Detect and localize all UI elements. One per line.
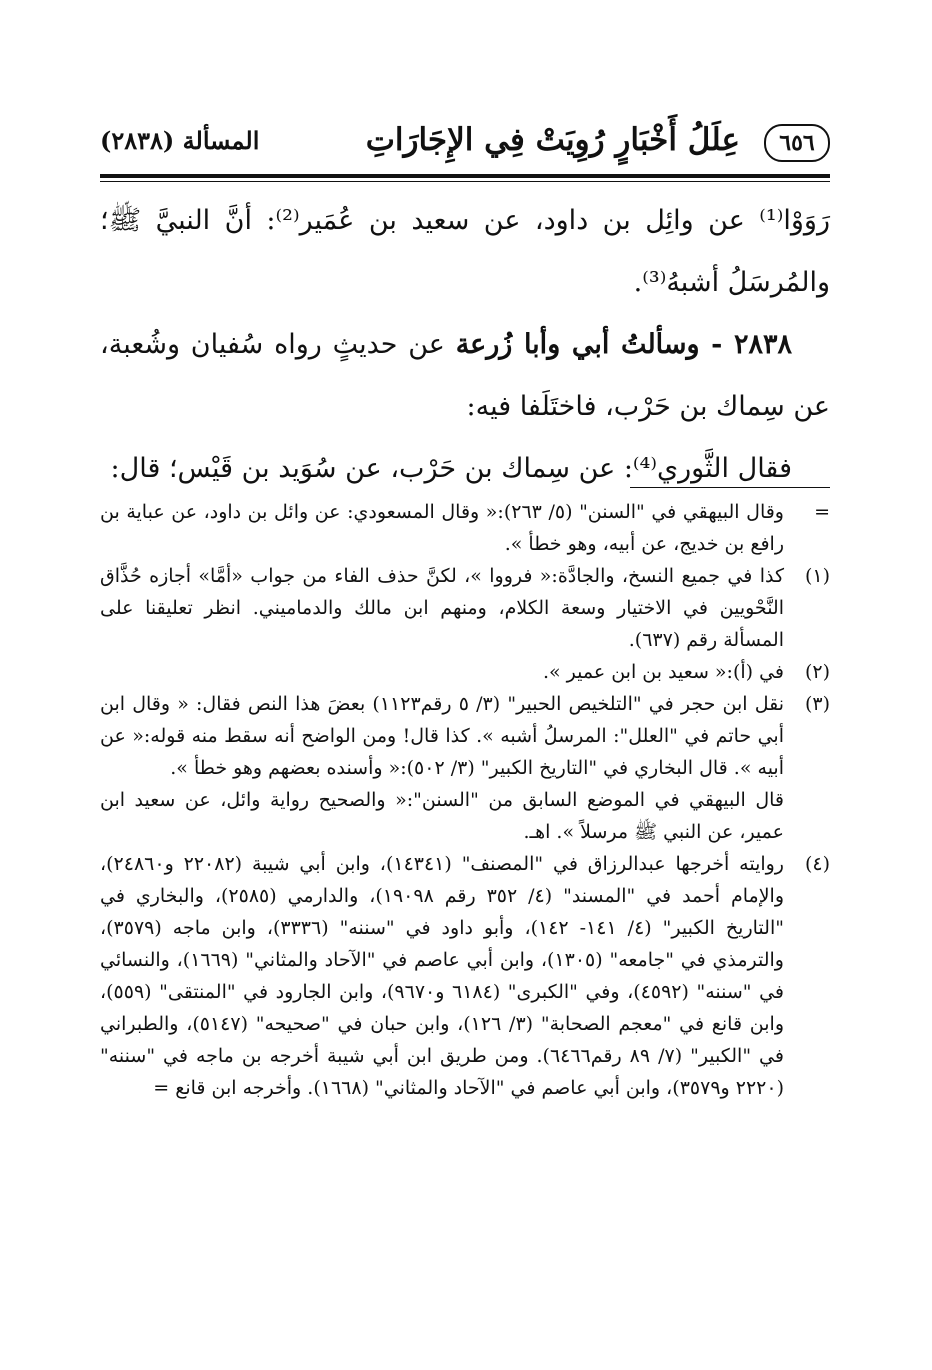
footnote-item <box>100 688 830 784</box>
footnote-separator <box>630 487 830 488</box>
footnote-mark: = <box>814 501 830 523</box>
footnote-mark: (٤) <box>804 853 830 875</box>
page-number: ٦٥٦ <box>764 124 830 162</box>
footnote-mark: (٢) <box>804 661 830 683</box>
footnote-item <box>100 848 830 1104</box>
header-rule-thick <box>100 174 830 178</box>
main-paragraph-1: رَوَوْا⁽¹⁾ عن وائِل بن داود، عن سعيد بن عُمَير⁽²⁾: أنَّ النبيَّ ﷺ؛ والمُرسَلُ أشبهُ⁽³⁾. <box>100 205 830 298</box>
question-text: عن حديثٍ رواه سُفيان وشُعبة، عن سِماك بن حَرْب، فاختَلَفا فيه: <box>100 329 830 422</box>
footnote-item <box>100 496 830 560</box>
footnote-mark: (٣) <box>804 693 830 715</box>
footnote-item <box>100 560 830 656</box>
main-paragraph-3: فقال الثَّوري⁽⁴⁾: عن سِماك بن حَرْب، عن سُوَيد بن قَيْس؛ قال: <box>110 453 792 484</box>
footnote-item <box>100 656 830 688</box>
footnote-mark: (١) <box>804 565 830 587</box>
footnotes <box>100 496 830 1104</box>
masala-number: المسألة (٢٨٣٨) <box>100 126 260 155</box>
page-header <box>100 118 830 174</box>
main-text <box>100 190 830 500</box>
header-rule-thin <box>100 181 830 182</box>
question-heading: ٢٨٣٨ - وسألتُ أبي وأبا زُرعة <box>455 329 792 360</box>
footnote-text: نقل ابن حجر في "التلخيص الحبير" (٣/ ٥ رقم١١٢٣) بعضَ هذا النص فقال: « وقال ابن أبي حاتم في "العلل": المرسلُ أشبه ». كذا قال! ومن الواضح أنه سقط منه قوله:« عن أبيه ». قال البخاري في "التاريخ الكبير" (٣/ ٥٠٢):« وأسنده بعضهم وهو خطأ ». <box>100 693 784 779</box>
footnote-text: كذا في جميع النسخ، والجادَّة:« فرووا »، لكنَّ حذف الفاء من جواب «أمَّا» أجازه حُذَّاق النَّحْويين في الاختيار وسعة الكلام، ومنهم ابن مالك والدماميني. انظر تعليقنا على المسألة رقم (٦٣٧). <box>100 565 784 651</box>
footnote-text: وقال البيهقي في "السنن" (٥/ ٢٦٣):« وقال المسعودي: عن وائل بن داود، عن عباية بن رافع بن خديج، عن أبيه، وهو خطأ ». <box>100 501 784 555</box>
footnote-continuation: قال البيهقي في الموضع السابق من "السنن":« والصحيح رواية وائل، عن سعيد ابن عمير، عن النبي ﷺ مرسلاً ». اهـ. <box>100 789 784 843</box>
main-paragraph-2 <box>100 314 830 438</box>
footnote-text: في (أ):« سعيد بن ابن عمير ». <box>542 661 784 683</box>
book-title: عِلَلُ أَخْبَارٍ رُوِيَتْ فِي الإِجَارَاتِ <box>365 122 740 158</box>
footnote-text: روايته أخرجها عبدالرزاق في "المصنف" (١٤٣٤١)، وابن أبي شيبة (٢٢٠٨٢ و٢٤٨٦٠)، والإمام أحمد في "المسند" (٤/ ٣٥٢ رقم ١٩٠٩٨)، والدارمي (٢٥٨٥)، والبخاري في "التاريخ الكبير" (٤/ ١٤١- ١٤٢)، وأبو داود في "سننه" (٣٣٣٦)، وابن ماجه (٣٥٧٩)، والترمذي في "جامعه" (١٣٠٥)، وابن أبي عاصم في "الآحاد والمثاني" (١٦٦٩)، والنسائي في "سننه" (٤٥٩٢)، وفي "الكبرى" (٦١٨٤ و٩٦٧٠)، وابن الجارود في "المنتقى" (٥٥٩)، وابن قانع في "معجم الصحابة" (٣/ ١٢٦)، وابن حبان في "صحيحه" (٥١٤٧)، والطبراني في "الكبير" (٧/ ٨٩ رقم٦٤٦٦). ومن طريق ابن أبي شيبة أخرجه بن ماجه في "سننه" (٢٢٢٠ و٣٥٧٩)، وابن أبي عاصم في "الآحاد والمثاني" (١٦٦٨). وأخرجه ابن قانع = <box>100 853 785 1099</box>
